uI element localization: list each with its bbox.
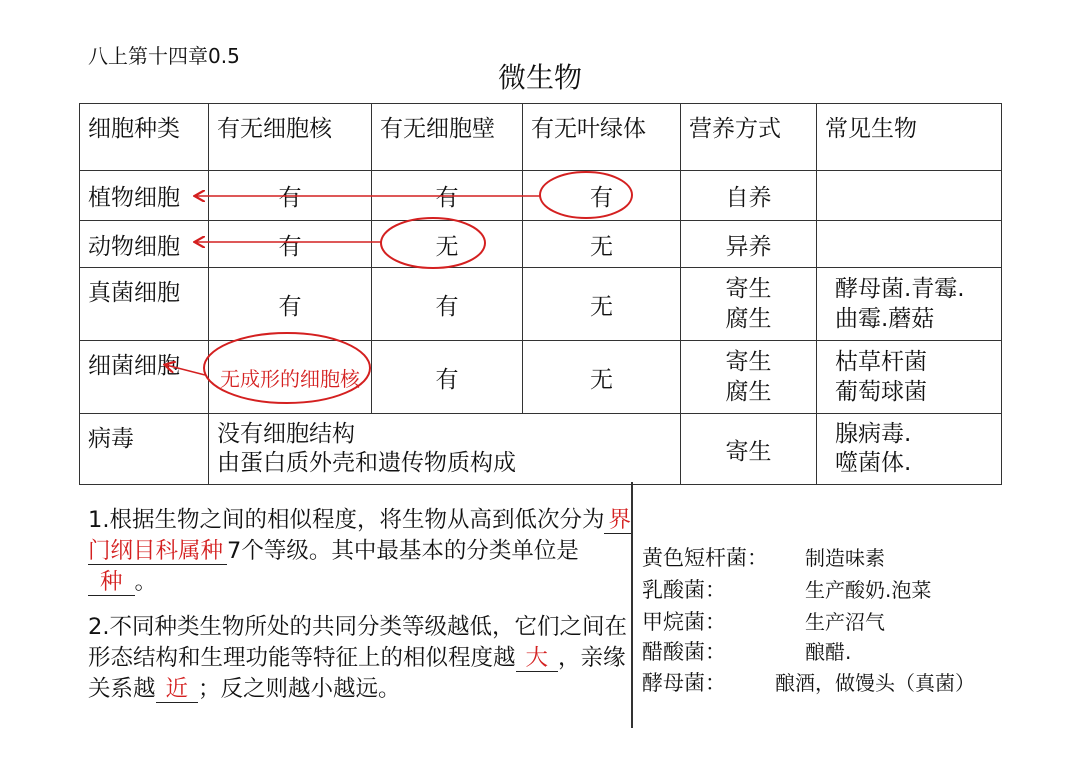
cell-wall: 无	[372, 221, 523, 268]
chapter-label: 八上第十四章0.5	[88, 44, 240, 68]
cell-wall: 有	[372, 171, 523, 221]
note-text: 2.不同种类生物所处的共同分类等级越低，它们之间在形态结构和生理功能等特征上的相似程度越	[88, 614, 627, 671]
example-line: 噬菌体.	[835, 450, 912, 476]
cell-nucleus: 有	[209, 268, 372, 341]
example-line: 腺病毒.	[835, 421, 912, 447]
header-cell: 细胞种类	[80, 104, 209, 171]
header-cell: 有无叶绿体	[523, 104, 681, 171]
structure-line: 没有细胞结构	[217, 421, 355, 447]
note-text: ，亲缘关系越	[88, 645, 626, 702]
cell-nutrition: 寄生	[681, 414, 817, 485]
note-2	[88, 612, 633, 705]
cell-chloroplast: 有	[523, 171, 681, 221]
header-cell: 有无细胞核	[209, 104, 372, 171]
microbe-use: 生产沼气	[805, 610, 885, 634]
nutrition-line: 寄生	[725, 349, 772, 375]
microbe-use: 酿醋.	[805, 640, 852, 664]
cell-type: 细菌细胞	[80, 341, 209, 414]
header-cell: 常见生物	[817, 104, 1002, 171]
note-text: 1.根据生物之间的相似程度，将生物从高到低次分为	[88, 507, 605, 533]
highlight-ellipse	[540, 172, 632, 218]
example-line: 酵母菌.青霉.	[835, 276, 965, 302]
page-title: 微生物	[497, 61, 582, 94]
nutrition-line: 腐生	[725, 379, 772, 405]
cell-type: 病毒	[80, 414, 209, 485]
annotation-arrow	[166, 365, 205, 375]
microbe-name: 甲烷菌：	[642, 610, 726, 634]
cell-wall: 有	[372, 268, 523, 341]
highlight-ellipse	[381, 218, 485, 268]
header-cell: 营养方式	[681, 104, 817, 171]
answer-blank: 近	[156, 676, 199, 703]
cell-chloroplast: 无	[523, 221, 681, 268]
answer-blank: 种	[88, 569, 135, 596]
nutrition-line: 腐生	[725, 306, 772, 332]
cell-type: 植物细胞	[80, 171, 209, 221]
answer-blank: 界门纲目科属种	[88, 507, 631, 564]
microbe-use: 制造味素	[805, 546, 885, 570]
cell-nucleus: 有	[209, 221, 372, 268]
microbe-name: 酵母菌：	[642, 671, 726, 695]
cell-nutrition: 自养	[681, 171, 817, 221]
structure-line: 由蛋白质外壳和遗传物质构成	[217, 450, 516, 476]
notes-section	[88, 505, 633, 719]
microbe-name: 黄色短杆菌：	[642, 546, 768, 570]
header-cell: 有无细胞壁	[372, 104, 523, 171]
cell-chloroplast: 无	[523, 268, 681, 341]
answer-blank: 大	[516, 645, 559, 672]
vertical-divider	[631, 482, 633, 728]
cell-nucleus: 有	[209, 171, 372, 221]
cell-type: 真菌细胞	[80, 268, 209, 341]
cell-type: 动物细胞	[80, 221, 209, 268]
microbe-name: 乳酸菌：	[642, 578, 726, 602]
note-text: ；反之则越小越远。	[198, 676, 401, 702]
example-line: 枯草杆菌	[835, 349, 927, 375]
nutrition-line: 寄生	[725, 276, 772, 302]
microbe-name: 醋酸菌：	[642, 640, 726, 664]
cell-wall: 有	[372, 341, 523, 414]
cell-nucleus: 无成形的细胞核	[209, 341, 372, 414]
cell-chloroplast: 无	[523, 341, 681, 414]
microbe-use: 生产酸奶.泡菜	[805, 578, 932, 602]
example-line: 葡萄球菌	[835, 379, 927, 405]
example-line: 曲霉.蘑菇	[835, 306, 935, 332]
note-text: 。	[134, 569, 158, 595]
note-1	[88, 505, 633, 598]
highlight-ellipse	[204, 333, 370, 403]
microbe-use: 酿酒，做馒头（真菌）	[775, 671, 975, 695]
cell-nutrition: 异养	[681, 221, 817, 268]
note-text: 7个等级。其中最基本的分类单位是	[227, 538, 579, 564]
